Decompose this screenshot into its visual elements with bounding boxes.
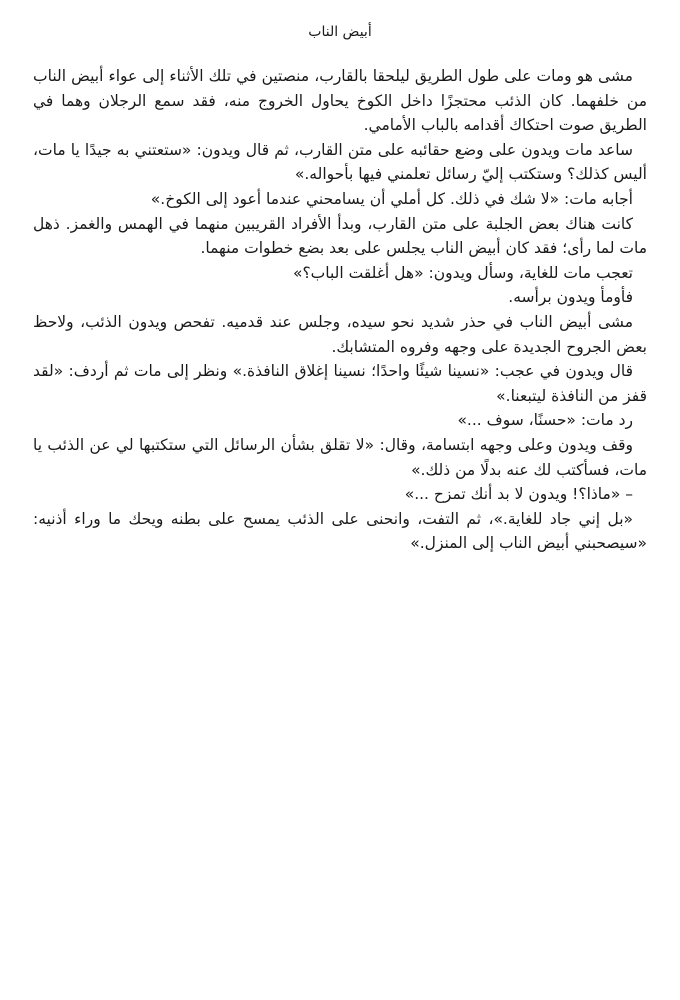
paragraph: مشى هو ومات على طول الطريق ليلحقا بالقارب، منصتين في تلك الأثناء إلى عواء أبيض الناب من خلفهما. كان الذئب محتجزًا داخل الكوخ يحاول الخروج منه، فقد سمع الرجلان وهما في الطريق صوت احتكاك أقدامه بالباب الأمامي. (33, 67, 647, 135)
paragraph: تعجب مات للغاية، وسأل ويدون: «هل أغلقت الباب؟» (292, 263, 633, 282)
paragraph: – «ماذا؟! ويدون لا بد أنك تمزح ...» (404, 485, 633, 504)
paragraph: ساعد مات ويدون على وضع حقائبه على متن القارب، ثم قال ويدون: «ستعتني به جيدًا يا مات، أليس كذلك؟ وستكتب إليّ رسائل تعلمني فيها بأحواله.» (33, 140, 647, 184)
running-head: أبيض الناب (308, 24, 372, 40)
paragraph: كانت هناك بعض الجلبة على متن القارب، وبدأ الأفراد القريبين منهما في الهمس والغمز. ذهل مات لما رأى؛ فقد كان أبيض الناب يجلس على بعد بضع خطوات منهما. (33, 214, 647, 258)
paragraph: قال ويدون في عجب: «نسينا شيئًا واحدًا؛ نسينا إغلاق النافذة.» ونظر إلى مات ثم أردف: «لقد قفز من النافذة ليتبعنا.» (33, 362, 647, 405)
paragraph: رد مات: «حسنًا، سوف ...» (457, 411, 633, 430)
paragraph: أجابه مات: «لا شك في ذلك. كل أملي أن يسامحني عندما أعود إلى الكوخ.» (150, 189, 633, 208)
body-text (33, 64, 647, 556)
paragraph: وقف ويدون وعلى وجهه ابتسامة، وقال: «لا تقلق بشأن الرسائل التي ستكتبها لي عن الذئب يا مات، فسأكتب لك عنه بدلًا من ذلك.» (33, 435, 647, 479)
paragraph: مشى أبيض الناب في حذر شديد نحو سيده، وجلس عند قدميه. تفحص ويدون الذئب، ولاحظ بعض الجروح الجديدة على وجهه وفروه المتشابك. (33, 312, 647, 356)
paragraph: «بل إني جاد للغاية.»، ثم التفت، وانحنى على الذئب يمسح على بطنه ويحك ما وراء أذنيه: «سيصحبني أبيض الناب إلى المنزل.» (33, 509, 647, 553)
paragraph: فأومأ ويدون برأسه. (508, 288, 633, 307)
